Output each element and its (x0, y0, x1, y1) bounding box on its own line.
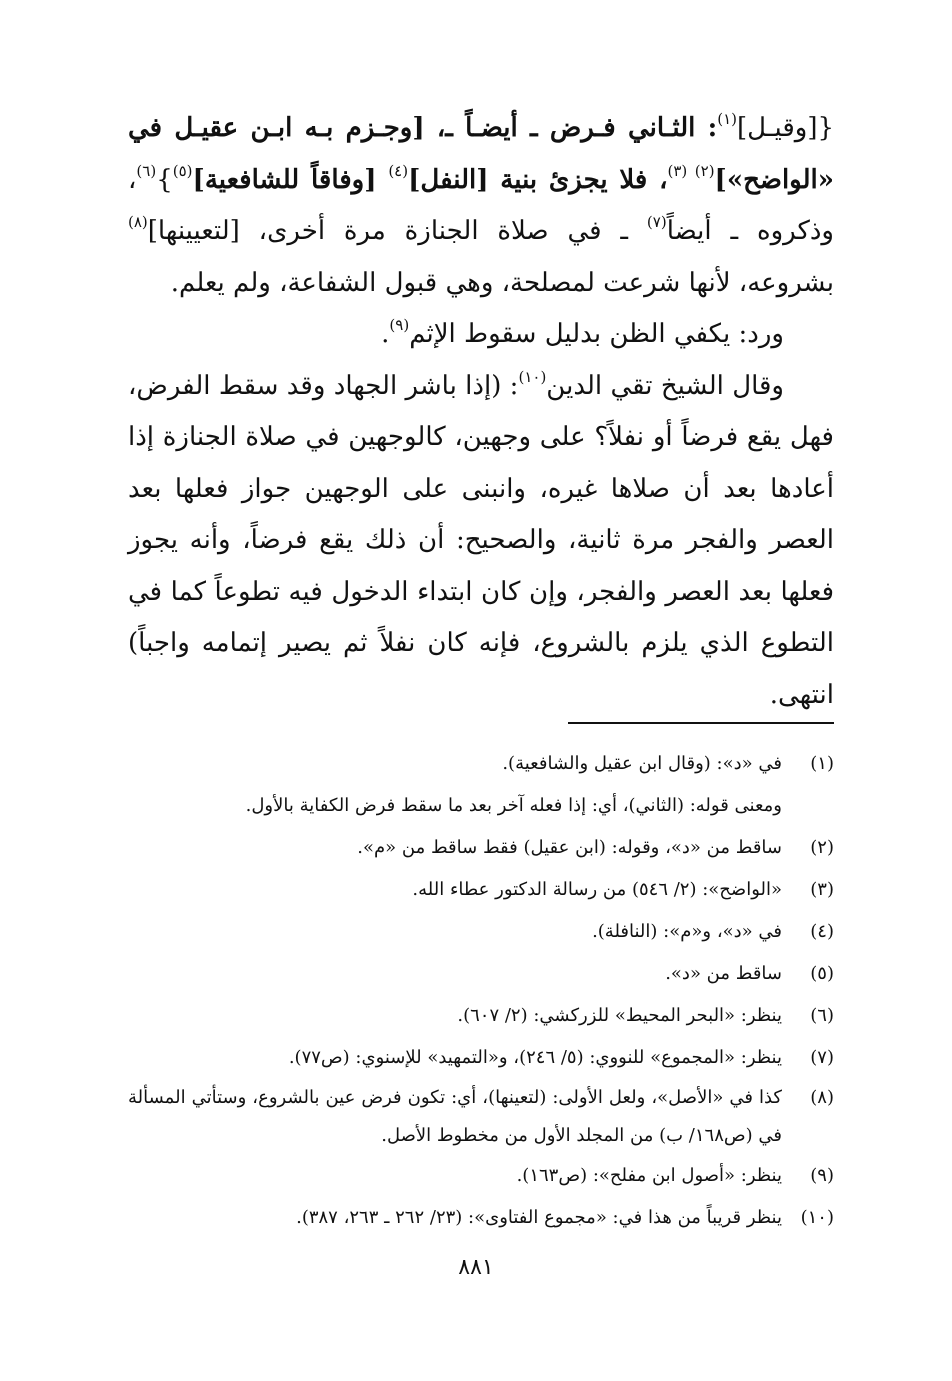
text-run: {[وقيـل] (737, 113, 834, 143)
footnote-text: كذا في «الأصل»، ولعل الأولى: (لتعينها)، أي: تكون فرض عين بالشروع، وستأتي المسألة في (ص١٦٨/ ب) من المجلد الأول من مخطوط الأصل. (128, 1087, 782, 1146)
footnote-text: ساقط من «د»، وقوله: (ابن عقيل) فقط ساقط من «م». (357, 837, 782, 858)
footnote-text: ساقط من «د». (665, 963, 782, 984)
paragraph-3 (128, 361, 834, 722)
footnote-text: ينظر قريباً من هذا في: «مجموع الفتاوى»: (٢٣/ ٢٦٢ ـ ٢٦٣، ٣٨٧). (296, 1207, 782, 1228)
paragraph-1 (128, 103, 834, 309)
footnote-number: (٩) (810, 1165, 834, 1186)
footnote-number: (٣) (810, 879, 834, 900)
footnote-text: ينظر: «أصول ابن مفلح»: (ص١٦٣). (516, 1165, 782, 1186)
footnote-item (128, 911, 834, 953)
footnote-text: «الواضح»: (٢/ ٥٤٦) من رسالة الدكتور عطاء الله. (412, 879, 782, 900)
footnote-item (128, 785, 834, 827)
text-run: وقال الشيخ تقي الدين (546, 370, 784, 401)
footnote-number: (٧) (810, 1047, 834, 1068)
footnote-ref-9[interactable]: (٩) (389, 316, 410, 334)
footnote-number: (١) (810, 753, 834, 774)
footnote-number: (٥) (810, 963, 834, 984)
main-text (128, 103, 834, 721)
footnote-ref-7[interactable]: (٧) (646, 213, 667, 231)
text-run: ، وذكروه ـ أيضاً (128, 164, 834, 246)
text-run: : الثـاني فـرض ـ أيضـاً ـ، [وجـزم بـه ابـن عقيـل في «الواضح»] (128, 113, 835, 195)
footnote-item (128, 995, 834, 1037)
footnote-ref-10[interactable]: (١٠) (518, 367, 547, 386)
footnote-text: في «د»: (وقال ابن عقيل والشافعية). (502, 753, 782, 774)
footnote-number: (٨) (810, 1087, 834, 1108)
footnote-item (128, 743, 834, 785)
footnote-number: (٤) (810, 921, 834, 942)
footnote-ref-6[interactable]: (٦) (136, 161, 157, 180)
text-run: } (156, 164, 173, 195)
footnote-text: ينظر: «البحر المحيط» للزركشي: (٢/ ٦٠٧). (457, 1005, 782, 1026)
text-run: ـ في صلاة الجنازة مرة أخرى، [لتعيينها] (147, 216, 647, 246)
footnote-item (128, 1155, 834, 1197)
footnote-item (128, 1037, 834, 1079)
footnote-text: ينظر: «المجموع» للنووي: (٥/ ٢٤٦)، و«التمهيد» للإسنوي: (ص٧٧). (288, 1047, 782, 1068)
footnote-ref-1[interactable]: (١) (717, 110, 738, 128)
text-run: . (381, 319, 390, 349)
footnote-ref-2[interactable]: (٢) (694, 161, 715, 180)
text-run: [وفاقاً للشافعية] (192, 164, 389, 195)
footnote-ref-4[interactable]: (٤) (388, 161, 409, 180)
footnote-divider (568, 722, 834, 724)
text-run: بشروعه، لأنها شرعت لمصلحة، وهي قبول الشفاعة، ولم يعلم. (170, 267, 834, 298)
footnote-text: ومعنى قوله: (الثاني)، أي: إذا فعله آخر بعد ما سقط فرض الكفاية بالأول. (245, 795, 782, 816)
footnote-number: (٦) (810, 1005, 834, 1026)
footnote-ref-3[interactable]: (٣) (667, 161, 695, 180)
footnote-text: في «د»، و«م»: (النافلة). (592, 921, 782, 942)
footnote-number: (٢) (810, 837, 834, 858)
text-run: : (إذا باشر الجهاد وقد سقط الفرض، فهل يقع فرضاً أو نفلاً؟ على وجهين، كالوجهين في صلاة الجنازة إذا أعادها بعد أن صلاها غيره، وانبنى على الوجهين جواز فعلها بعد العصر والفجر مرة ثانية، والصحيح: أن ذلك يقع فرضاً، وأنه يجوز فعلها بعد العصر والفجر، وإن كان ابتداء الدخول فيه تطوعاً كما في التطوع الذي يلزم بالشروع، فإنه كان نفلاً ثم يصير إتمامه واجباً) انتهى. (128, 370, 834, 710)
paragraph-2 (128, 309, 834, 361)
footnote-item (128, 827, 834, 869)
footnote-ref-8[interactable]: (٨) (128, 213, 148, 231)
footnote-item (128, 1079, 834, 1155)
footnote-number: (١٠) (800, 1207, 834, 1228)
footnotes-section (128, 743, 834, 1239)
text-run: ورد: يكفي الظن بدليل سقوط الإثم (409, 319, 784, 349)
footnote-item (128, 953, 834, 995)
footnote-ref-5[interactable]: (٥) (172, 161, 193, 180)
footnote-item (128, 1197, 834, 1239)
text-run: ، فلا يجزئ بنية [النفل] (408, 164, 668, 195)
page-number: ٨٨١ (458, 1255, 494, 1280)
footnote-item (128, 869, 834, 911)
